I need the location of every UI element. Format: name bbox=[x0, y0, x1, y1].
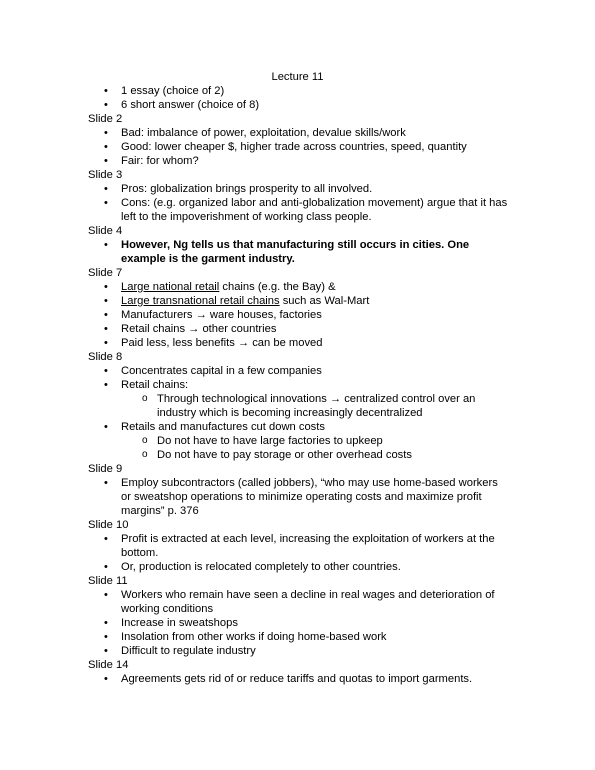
item-text: Pros: globalization brings prosperity to all involved. bbox=[121, 183, 373, 195]
bullet-icon: • bbox=[104, 365, 108, 377]
sub-item-text: Do not have to have large factories to upkeep bbox=[157, 435, 383, 447]
sub-bullet-list bbox=[121, 392, 508, 420]
item-text: Cons: (e.g. organized labor and anti-globalization movement) argue that it has left to the impoverishment of working class people. bbox=[121, 197, 508, 223]
sub-list-item bbox=[121, 392, 508, 420]
slide-heading: Slide 11 bbox=[88, 575, 128, 587]
bullet-list bbox=[88, 182, 508, 224]
item-text: Profit is extracted at each level, increasing the exploitation of workers at the bottom. bbox=[121, 533, 495, 559]
underlined-text: Large transnational retail chains bbox=[121, 295, 280, 307]
item-text: Agreements gets rid of or reduce tariffs and quotas to import garments. bbox=[121, 673, 473, 685]
list-item bbox=[88, 238, 508, 266]
list-item bbox=[88, 308, 508, 322]
circle-bullet-icon: o bbox=[142, 435, 148, 446]
item-text: Good: lower cheaper $, higher trade across countries, speed, quantity bbox=[121, 141, 467, 153]
circle-bullet-icon: o bbox=[142, 393, 148, 404]
slide-heading: Slide 4 bbox=[88, 225, 123, 237]
item-text: Large transnational retail chains such as Wal-Mart bbox=[121, 295, 370, 307]
bullet-icon: • bbox=[104, 183, 108, 195]
slide-heading: Slide 7 bbox=[88, 267, 123, 279]
slide-heading: Slide 10 bbox=[88, 519, 129, 531]
sub-bullet-list bbox=[121, 434, 508, 462]
bullet-icon: • bbox=[104, 323, 108, 335]
sub-item-text: Do not have to pay storage or other overhead costs bbox=[157, 449, 412, 461]
list-item bbox=[88, 98, 508, 112]
item-text: Retails and manufactures cut down costs bbox=[121, 421, 325, 433]
bullet-list bbox=[88, 280, 508, 350]
bullet-icon: • bbox=[104, 127, 108, 139]
bullet-list bbox=[88, 126, 508, 168]
slide-heading: Slide 9 bbox=[88, 463, 123, 475]
bullet-icon: • bbox=[104, 673, 108, 685]
bullet-list bbox=[88, 672, 508, 686]
item-text: Insolation from other works if doing home-based work bbox=[121, 631, 387, 643]
bullet-icon: • bbox=[104, 561, 108, 573]
list-item bbox=[88, 560, 508, 574]
list-item bbox=[88, 280, 508, 294]
item-text: Concentrates capital in a few companies bbox=[121, 365, 322, 377]
bullet-icon: • bbox=[104, 379, 108, 391]
list-item bbox=[88, 84, 508, 98]
list-item bbox=[88, 126, 508, 140]
bullet-icon: • bbox=[104, 337, 108, 349]
list-item bbox=[88, 616, 508, 630]
circle-bullet-icon: o bbox=[142, 449, 148, 460]
item-text: Manufacturers → ware houses, factories bbox=[121, 309, 322, 321]
item-text: 6 short answer (choice of 8) bbox=[121, 99, 260, 111]
sub-list-item bbox=[121, 434, 508, 448]
sub-item-text: Through technological innovations → centralized control over an industry which is becoming increasingly decentralized bbox=[157, 393, 476, 419]
list-item bbox=[88, 532, 508, 560]
slide-heading: Slide 3 bbox=[88, 169, 123, 181]
item-text: Difficult to regulate industry bbox=[121, 645, 256, 657]
slide-heading: Slide 8 bbox=[88, 351, 123, 363]
bullet-icon: • bbox=[104, 239, 108, 251]
list-item bbox=[88, 294, 508, 308]
bullet-list bbox=[88, 84, 508, 112]
list-item bbox=[88, 182, 508, 196]
item-text: Bad: imbalance of power, exploitation, devalue skills/work bbox=[121, 127, 406, 139]
list-item bbox=[88, 476, 508, 518]
bullet-list bbox=[88, 532, 508, 574]
bullet-icon: • bbox=[104, 309, 108, 321]
list-item bbox=[88, 672, 508, 686]
item-text: Workers who remain have seen a decline in real wages and deterioration of working conditions bbox=[121, 589, 495, 615]
bullet-list bbox=[88, 588, 508, 658]
list-item bbox=[88, 364, 508, 378]
item-text: Paid less, less benefits → can be moved bbox=[121, 337, 323, 349]
list-item bbox=[88, 630, 508, 644]
item-text: Retail chains: bbox=[121, 379, 189, 391]
bullet-icon: • bbox=[104, 295, 108, 307]
bullet-icon: • bbox=[104, 589, 108, 601]
bullet-icon: • bbox=[104, 281, 108, 293]
list-item bbox=[88, 336, 508, 350]
list-item bbox=[88, 420, 508, 462]
item-text: Large national retail chains (e.g. the Bay) & bbox=[121, 281, 336, 293]
bullet-icon: • bbox=[104, 533, 108, 545]
item-text: Or, production is relocated completely to other countries. bbox=[121, 561, 401, 573]
item-text: Fair: for whom? bbox=[121, 155, 199, 167]
bullet-list bbox=[88, 476, 508, 518]
item-text: Retail chains → other countries bbox=[121, 323, 277, 335]
page-title: Lecture 11 bbox=[271, 71, 324, 83]
item-text: However, Ng tells us that manufacturing still occurs in cities. One example is the garment industry. bbox=[121, 239, 470, 265]
bullet-icon: • bbox=[104, 85, 108, 97]
lecture-notes bbox=[88, 84, 508, 686]
slide-heading: Slide 2 bbox=[88, 113, 123, 125]
bullet-list bbox=[88, 364, 508, 462]
bullet-icon: • bbox=[104, 155, 108, 167]
bullet-icon: • bbox=[104, 141, 108, 153]
item-text: 1 essay (choice of 2) bbox=[121, 85, 225, 97]
bullet-list bbox=[88, 238, 508, 266]
bullet-icon: • bbox=[104, 645, 108, 657]
bullet-icon: • bbox=[104, 477, 108, 489]
bullet-icon: • bbox=[104, 99, 108, 111]
item-text: Employ subcontractors (called jobbers), “who may use home-based workers or sweatshop operations to minimize operating costs and maximize profit margins” p. 376 bbox=[121, 477, 498, 517]
bullet-icon: • bbox=[104, 421, 108, 433]
list-item bbox=[88, 644, 508, 658]
item-text: Increase in sweatshops bbox=[121, 617, 238, 629]
underlined-text: Large national retail bbox=[121, 281, 220, 293]
list-item bbox=[88, 322, 508, 336]
list-item bbox=[88, 588, 508, 616]
list-item bbox=[88, 196, 508, 224]
list-item bbox=[88, 140, 508, 154]
sub-list-item bbox=[121, 448, 508, 462]
bullet-icon: • bbox=[104, 631, 108, 643]
slide-heading: Slide 14 bbox=[88, 659, 129, 671]
list-item bbox=[88, 154, 508, 168]
list-item bbox=[88, 378, 508, 420]
bullet-icon: • bbox=[104, 617, 108, 629]
bullet-icon: • bbox=[104, 197, 108, 209]
